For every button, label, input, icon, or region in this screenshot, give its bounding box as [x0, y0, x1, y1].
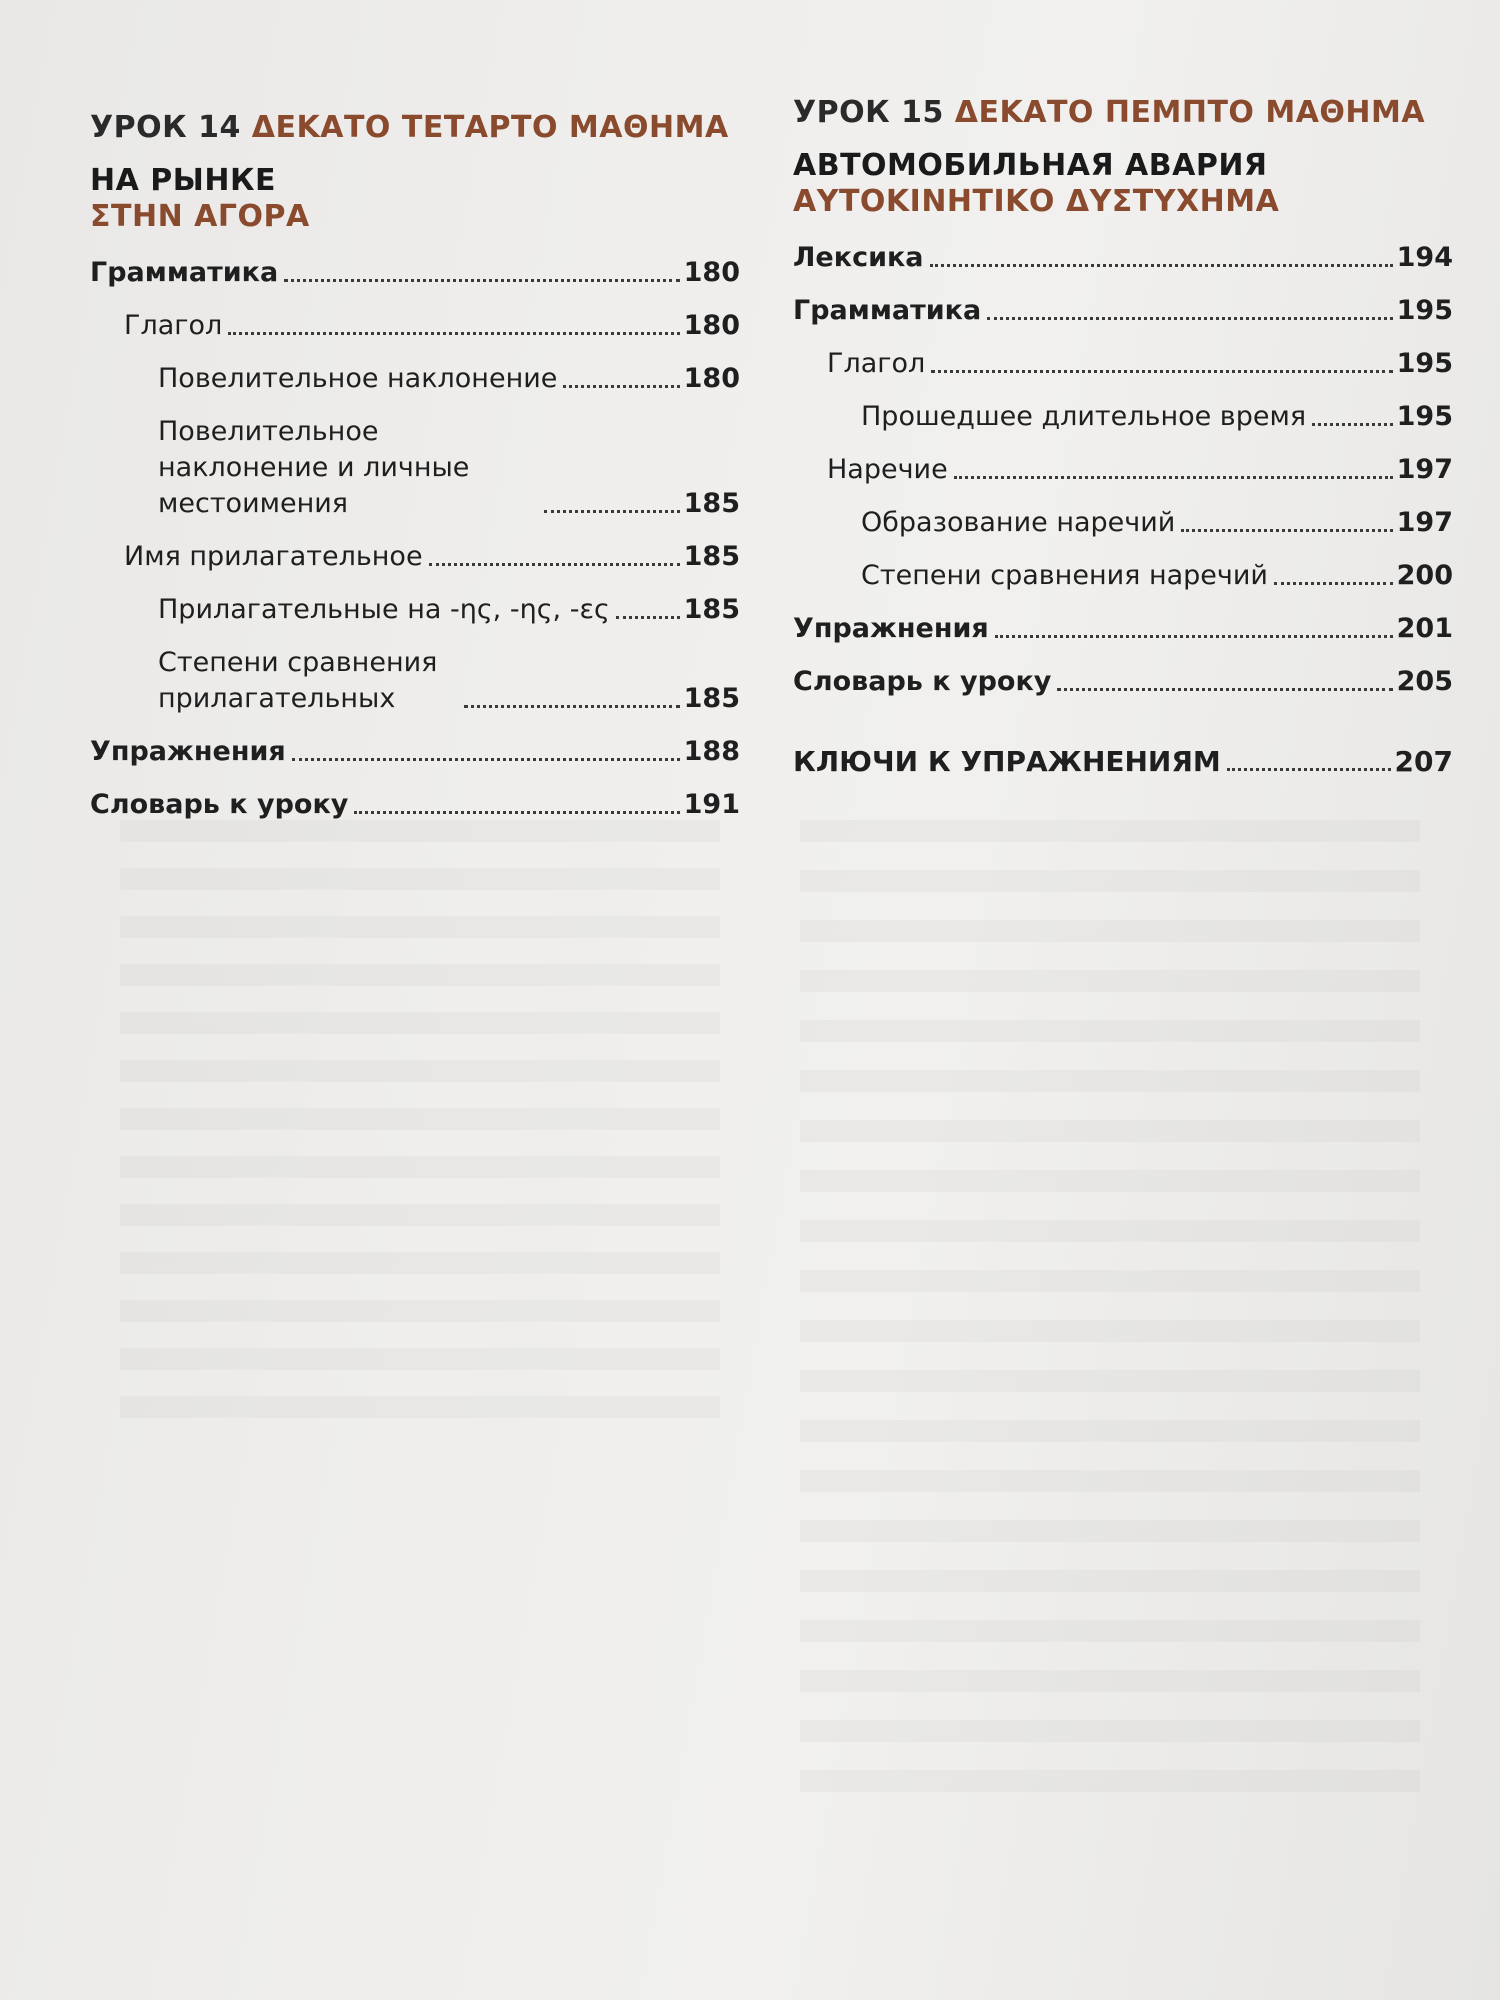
lesson-title-greek: ΣΤΗΝ ΑΓΟΡΑ [90, 199, 310, 234]
lesson-greek-title: ΔΕΚΑΤΟ ΤΕΤΑΡΤΟ ΜΑΘΗΜΑ [251, 110, 729, 145]
toc-entry-adjective[interactable]: Имя прилагательное 185 [124, 541, 740, 572]
lesson-title-russian: АВТОМОБИЛЬНАЯ АВАРИЯ [793, 148, 1268, 183]
toc-entry-adverb[interactable]: Наречие 197 [827, 454, 1453, 485]
toc-entry-adverb-comparison[interactable]: Степени сравнения наречий 200 [861, 560, 1453, 591]
lesson-15-header [793, 95, 1453, 130]
bleed-through-decoration [800, 820, 1420, 1820]
toc-entry-imperative[interactable]: Повелительное наклонение 180 [158, 363, 740, 394]
toc-entry-grammar[interactable]: Грамматика 180 [90, 257, 740, 288]
toc-entry-answer-keys[interactable]: КЛЮЧИ К УПРАЖНЕНИЯМ 207 [793, 745, 1453, 778]
toc-entry-exercises[interactable]: Упражнения 188 [90, 736, 740, 767]
toc-entry-lexicon[interactable]: Лексика 194 [793, 242, 1453, 273]
lesson-title-greek: ΑΥΤΟΚΙΝΗΤΙΚΟ ΔΥΣΤΥΧΗΜΑ [793, 184, 1280, 219]
lesson-15-section [793, 95, 1453, 797]
toc-entry-past-continuous[interactable]: Прошедшее длительное время 195 [861, 401, 1453, 432]
lesson-14-section [90, 110, 740, 840]
lesson-title-russian: НА РЫНКЕ [90, 163, 276, 198]
toc-entry-verb[interactable]: Глагол 195 [827, 348, 1453, 379]
toc-entry-grammar[interactable]: Грамматика 195 [793, 295, 1453, 326]
toc-entry-vocabulary[interactable]: Словарь к уроку 205 [793, 666, 1453, 697]
lesson-greek-title: ΔΕΚΑΤΟ ΠΕΜΠΤΟ ΜΑΘΗΜΑ [954, 95, 1426, 130]
toc-entry-exercises[interactable]: Упражнения 201 [793, 613, 1453, 644]
toc-entry-imperative-pronouns[interactable]: Повелительное наклонение и личные местоимения 185 [158, 416, 740, 519]
toc-entry-adjectives-es[interactable]: Прилагательные на -ης, -ης, -ες 185 [158, 594, 740, 625]
toc-entry-verb[interactable]: Глагол 180 [124, 310, 740, 341]
bleed-through-decoration [120, 820, 720, 1420]
lesson-14-header [90, 110, 740, 145]
lesson-number: УРОК 14 [90, 110, 241, 145]
toc-entry-vocabulary[interactable]: Словарь к уроку 191 [90, 789, 740, 820]
toc-entry-adjective-comparison[interactable]: Степени сравнения прилагательных 185 [158, 647, 740, 714]
lesson-number: УРОК 15 [793, 95, 944, 130]
toc-entry-adverb-formation[interactable]: Образование наречий 197 [861, 507, 1453, 538]
